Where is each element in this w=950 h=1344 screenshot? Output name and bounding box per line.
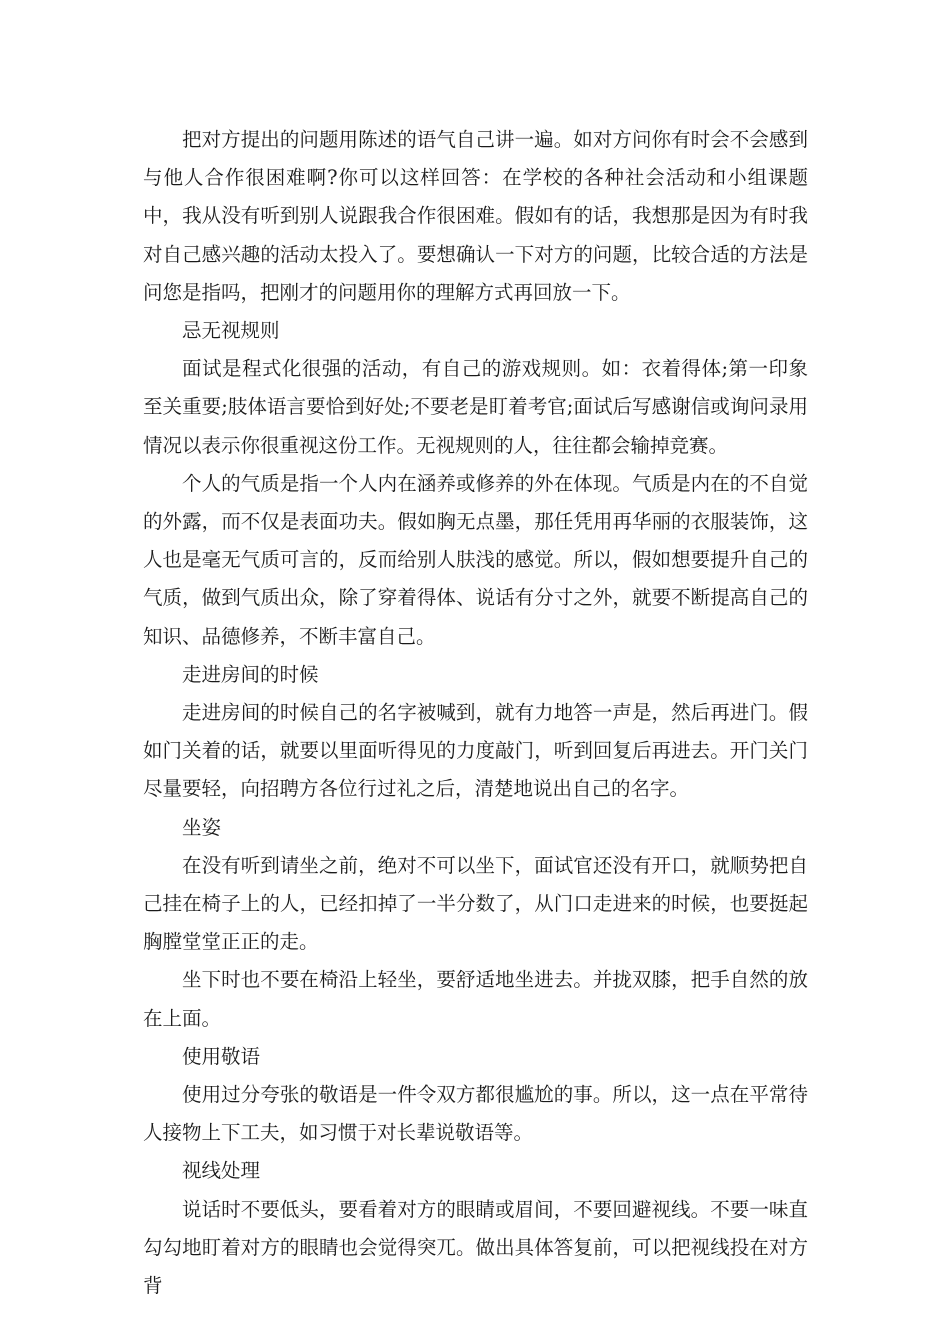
heading-honorifics: 使用敬语 [182, 1044, 261, 1068]
heading-eye-contact: 视线处理 [182, 1159, 261, 1183]
paragraph-posture-wait: 在没有听到请坐之前，绝对不可以坐下，面试官还没有开口，就顺势把自己挂在椅子上的人，已经扣掉了一半分数了，从门口走进来的时候，也要挺起胸膛堂堂正正的走。 [143, 853, 808, 954]
paragraph-eye-contact: 说话时不要低头，要看着对方的眼睛或眉间，不要回避视线。不要一味直勾勾地盯着对方的眼睛也会觉得突兀。做出具体答复前，可以把视线投在对方背 [143, 1197, 808, 1298]
paragraph-entering-room: 走进房间的时候自己的名字被喊到，就有力地答一声是，然后再进门。假如门关着的话，就要以里面听得见的力度敲门，听到回复后再进去。开门关门尽量要轻，向招聘方各位行过礼之后，清楚地说出自己的名字。 [143, 701, 808, 801]
paragraph-posture-sit: 坐下时也不要在椅沿上轻坐，要舒适地坐进去。并拢双膝，把手自然的放在上面。 [143, 968, 808, 1030]
heading-ignore-rules: 忌无视规则 [182, 319, 280, 343]
paragraph-temperament: 个人的气质是指一个人内在涵养或修养的外在体现。气质是内在的不自觉的外露，而不仅是表面功夫。假如胸无点墨，那任凭用再华丽的衣服装饰，这人也是毫无气质可言的，反而给别人肤浅的感觉。所以，假如想要提升自己的气质，做到气质出众，除了穿着得体、说话有分寸之外，就要不断提高自己的知识、品德修养，不断丰富自己。 [143, 471, 808, 648]
heading-posture: 坐姿 [182, 815, 222, 839]
document-page [143, 121, 808, 1305]
paragraph-interview-rules: 面试是程式化很强的活动，有自己的游戏规则。如：衣着得体;第一印象至关重要;肢体语言要恰到好处;不要老是盯着考官;面试后写感谢信或询问录用情况以表示你很重视这份工作。无视规则的人，往往都会输掉竞赛。 [143, 357, 808, 457]
paragraph-restate-question: 把对方提出的问题用陈述的语气自己讲一遍。如对方问你有时会不会感到与他人合作很困难啊?你可以这样回答：在学校的各种社会活动和小组课题中，我从没有听到别人说跟我合作很困难。假如有的话，我想那是因为有时我对自己感兴趣的活动太投入了。要想确认一下对方的问题，比较合适的方法是问您是指吗，把刚才的问题用你的理解方式再回放一下。 [143, 128, 808, 304]
heading-entering-room: 走进房间的时候 [182, 662, 319, 686]
paragraph-honorifics: 使用过分夸张的敬语是一件令双方都很尴尬的事。所以，这一点在平常待人接物上下工夫，如习惯于对长辈说敬语等。 [143, 1083, 808, 1145]
